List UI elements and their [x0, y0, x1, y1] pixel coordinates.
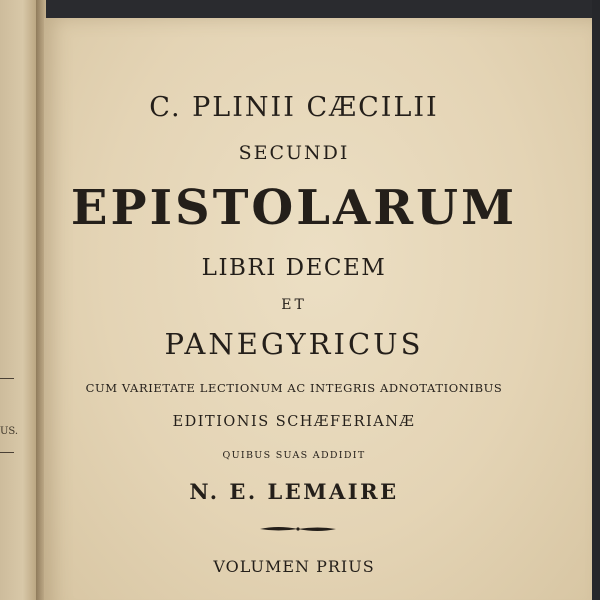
editor-intro: QUIBUS SUAS ADDIDIT: [222, 450, 366, 461]
left-page-rule: [0, 452, 14, 453]
background-right: [592, 0, 600, 600]
ornament-rule-icon: [258, 524, 338, 534]
conjunction: ET: [281, 297, 307, 313]
second-title: PANEGYRICUS: [164, 327, 424, 361]
books-count: LIBRI DECEM: [201, 255, 387, 281]
left-page: [0, 0, 38, 600]
editor-name: N. E. LEMAIRE: [189, 479, 399, 504]
edition-description: CUM VARIETATE LECTIONUM AC INTEGRIS ADNOTATIONIBUS: [85, 381, 503, 395]
left-page-rule: [0, 378, 14, 379]
edition-name: EDITIONIS SCHÆFERIANÆ: [172, 414, 416, 430]
background-top: [40, 0, 600, 18]
left-page-edge-text: US.: [0, 426, 19, 437]
author-cognomen: SECUNDI: [238, 142, 350, 164]
main-title: EPISTOLARUM: [70, 180, 518, 236]
volume-label: VOLUMEN PRIUS: [213, 557, 375, 576]
author-name: C. PLINII CÆCILII: [149, 92, 439, 123]
